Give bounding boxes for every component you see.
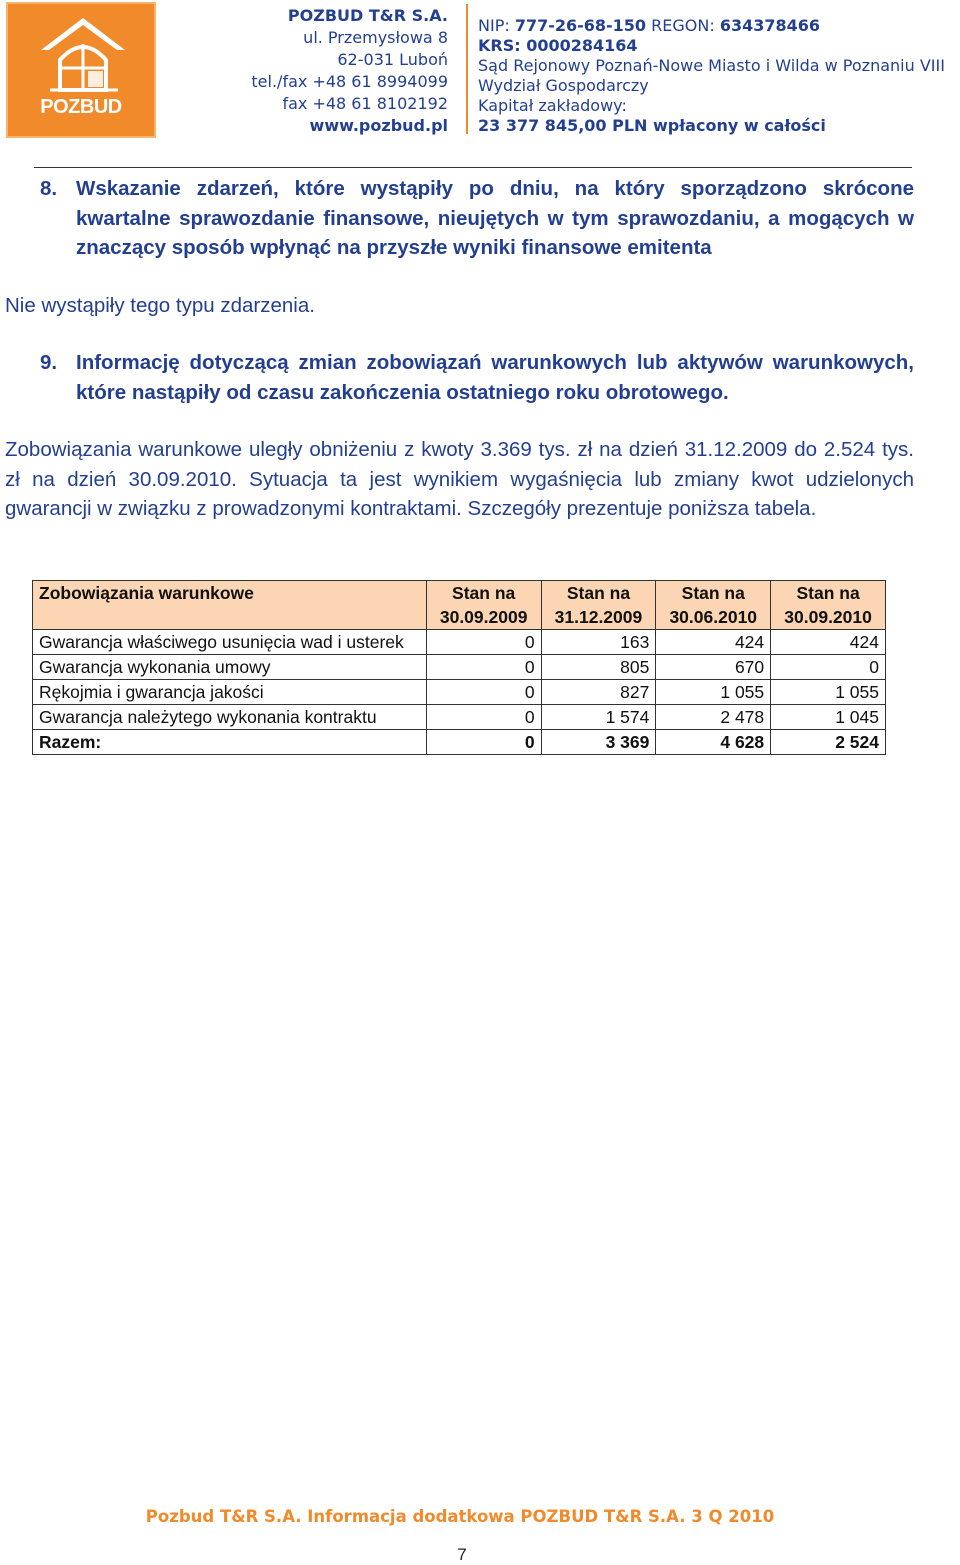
page-footer: Pozbud T&R S.A. Informacja dodatkowa POZBUD T&R S.A. 3 Q 2010 (145, 1507, 775, 1526)
company-website[interactable]: www.pozbud.pl (309, 116, 448, 135)
table-row (33, 630, 886, 655)
table-header-row (33, 581, 886, 630)
krs-number: KRS: 0000284164 (478, 36, 638, 55)
company-fax: fax +48 61 8102192 (282, 94, 448, 113)
nip-regon-line: NIP: 777-26-68-150 REGON: 634378466 (478, 16, 821, 35)
row-value: 0 (426, 655, 541, 680)
company-name: POZBUD T&R S.A. (287, 6, 448, 25)
header-rule (34, 167, 912, 168)
header-col-4: Stan na 30.09.2010 (771, 581, 886, 630)
section-number: 9. (40, 351, 58, 374)
logo-wordmark: POZBUD (40, 96, 122, 118)
row-value: 805 (541, 655, 656, 680)
contingent-liabilities-table (32, 580, 886, 755)
section-9-heading (40, 348, 914, 407)
section-8-body: Nie wystąpiły tego typu zdarzenia. (5, 294, 315, 317)
company-street: ul. Przemysłowa 8 (303, 28, 448, 47)
section-9-body: Zobowiązania warunkowe uległy obniżeniu z kwoty 3.369 tys. zł na dzień 31.12.2009 do 2.524 tys. zł na dzień 30.09.2010. Sytuacja ta jest wynikiem wygaśnięcia lub zmiany kwot udzielonych gwarancji w związku z prowadzonymi kontraktami. Szczegóły prezentuje poniższa tabela. (5, 438, 914, 520)
row-value: 424 (656, 630, 771, 655)
row-value: 424 (771, 630, 886, 655)
header-col-3: Stan na 30.06.2010 (656, 581, 771, 630)
row-value: 0 (771, 655, 886, 680)
total-label: Razem: (33, 730, 427, 755)
table-total-row (33, 730, 886, 755)
row-label: Rękojmia i gwarancja jakości (33, 680, 427, 705)
section-title: Wskazanie zdarzeń, które wystąpiły po dniu, na który sporządzono skrócone kwartalne sprawozdanie finansowe, nieujętych w tym sprawozdaniu, a mogących w znaczący sposób wpłynąć na przyszłe wyniki finansowe emitenta (76, 177, 914, 259)
row-value: 0 (426, 705, 541, 730)
company-logo (6, 2, 156, 138)
header-col-1: Stan na 30.09.2009 (426, 581, 541, 630)
table-row (33, 680, 886, 705)
total-value: 2 524 (771, 730, 886, 755)
row-value: 670 (656, 655, 771, 680)
row-value: 1 055 (656, 680, 771, 705)
total-value: 3 369 (541, 730, 656, 755)
capital-value: 23 377 845,00 PLN wpłacony w całości (478, 116, 826, 135)
section-8-heading (40, 174, 914, 263)
company-address (251, 5, 448, 137)
nip-value: 777-26-68-150 (514, 16, 647, 35)
row-value: 1 045 (771, 705, 886, 730)
regon-value: 634378466 (719, 16, 821, 35)
row-label: Gwarancja wykonania umowy (33, 655, 427, 680)
total-value: 0 (426, 730, 541, 755)
row-value: 0 (426, 630, 541, 655)
total-value: 4 628 (656, 730, 771, 755)
row-value: 163 (541, 630, 656, 655)
row-label: Gwarancja właściwego usunięcia wad i usterek (33, 630, 427, 655)
row-value: 2 478 (656, 705, 771, 730)
capital-label: Kapitał zakładowy: (478, 96, 627, 115)
row-value: 1 574 (541, 705, 656, 730)
company-telfax: tel./fax +48 61 8994099 (251, 72, 448, 91)
header-label: Zobowiązania warunkowe (33, 581, 427, 630)
row-value: 827 (541, 680, 656, 705)
page-number: 7 (457, 1545, 467, 1564)
court-name: Sąd Rejonowy Poznań-Nowe Miasto i Wilda w Poznaniu VIII (478, 56, 945, 75)
court-dept: Wydział Gospodarczy (478, 76, 649, 95)
section-number: 8. (40, 177, 58, 200)
row-value: 1 055 (771, 680, 886, 705)
company-city: 62-031 Luboń (337, 50, 448, 69)
row-value: 0 (426, 680, 541, 705)
company-registration (478, 16, 945, 136)
house-window-icon (8, 4, 158, 140)
section-title: Informację dotyczącą zmian zobowiązań warunkowych lub aktywów warunkowych, które nastąpiły od czasu zakończenia ostatniego roku obrotowego. (76, 351, 914, 404)
row-label: Gwarancja należytego wykonania kontraktu (33, 705, 427, 730)
header-col-2: Stan na 31.12.2009 (541, 581, 656, 630)
table-row (33, 705, 886, 730)
table-row (33, 655, 886, 680)
header-divider (466, 4, 468, 134)
